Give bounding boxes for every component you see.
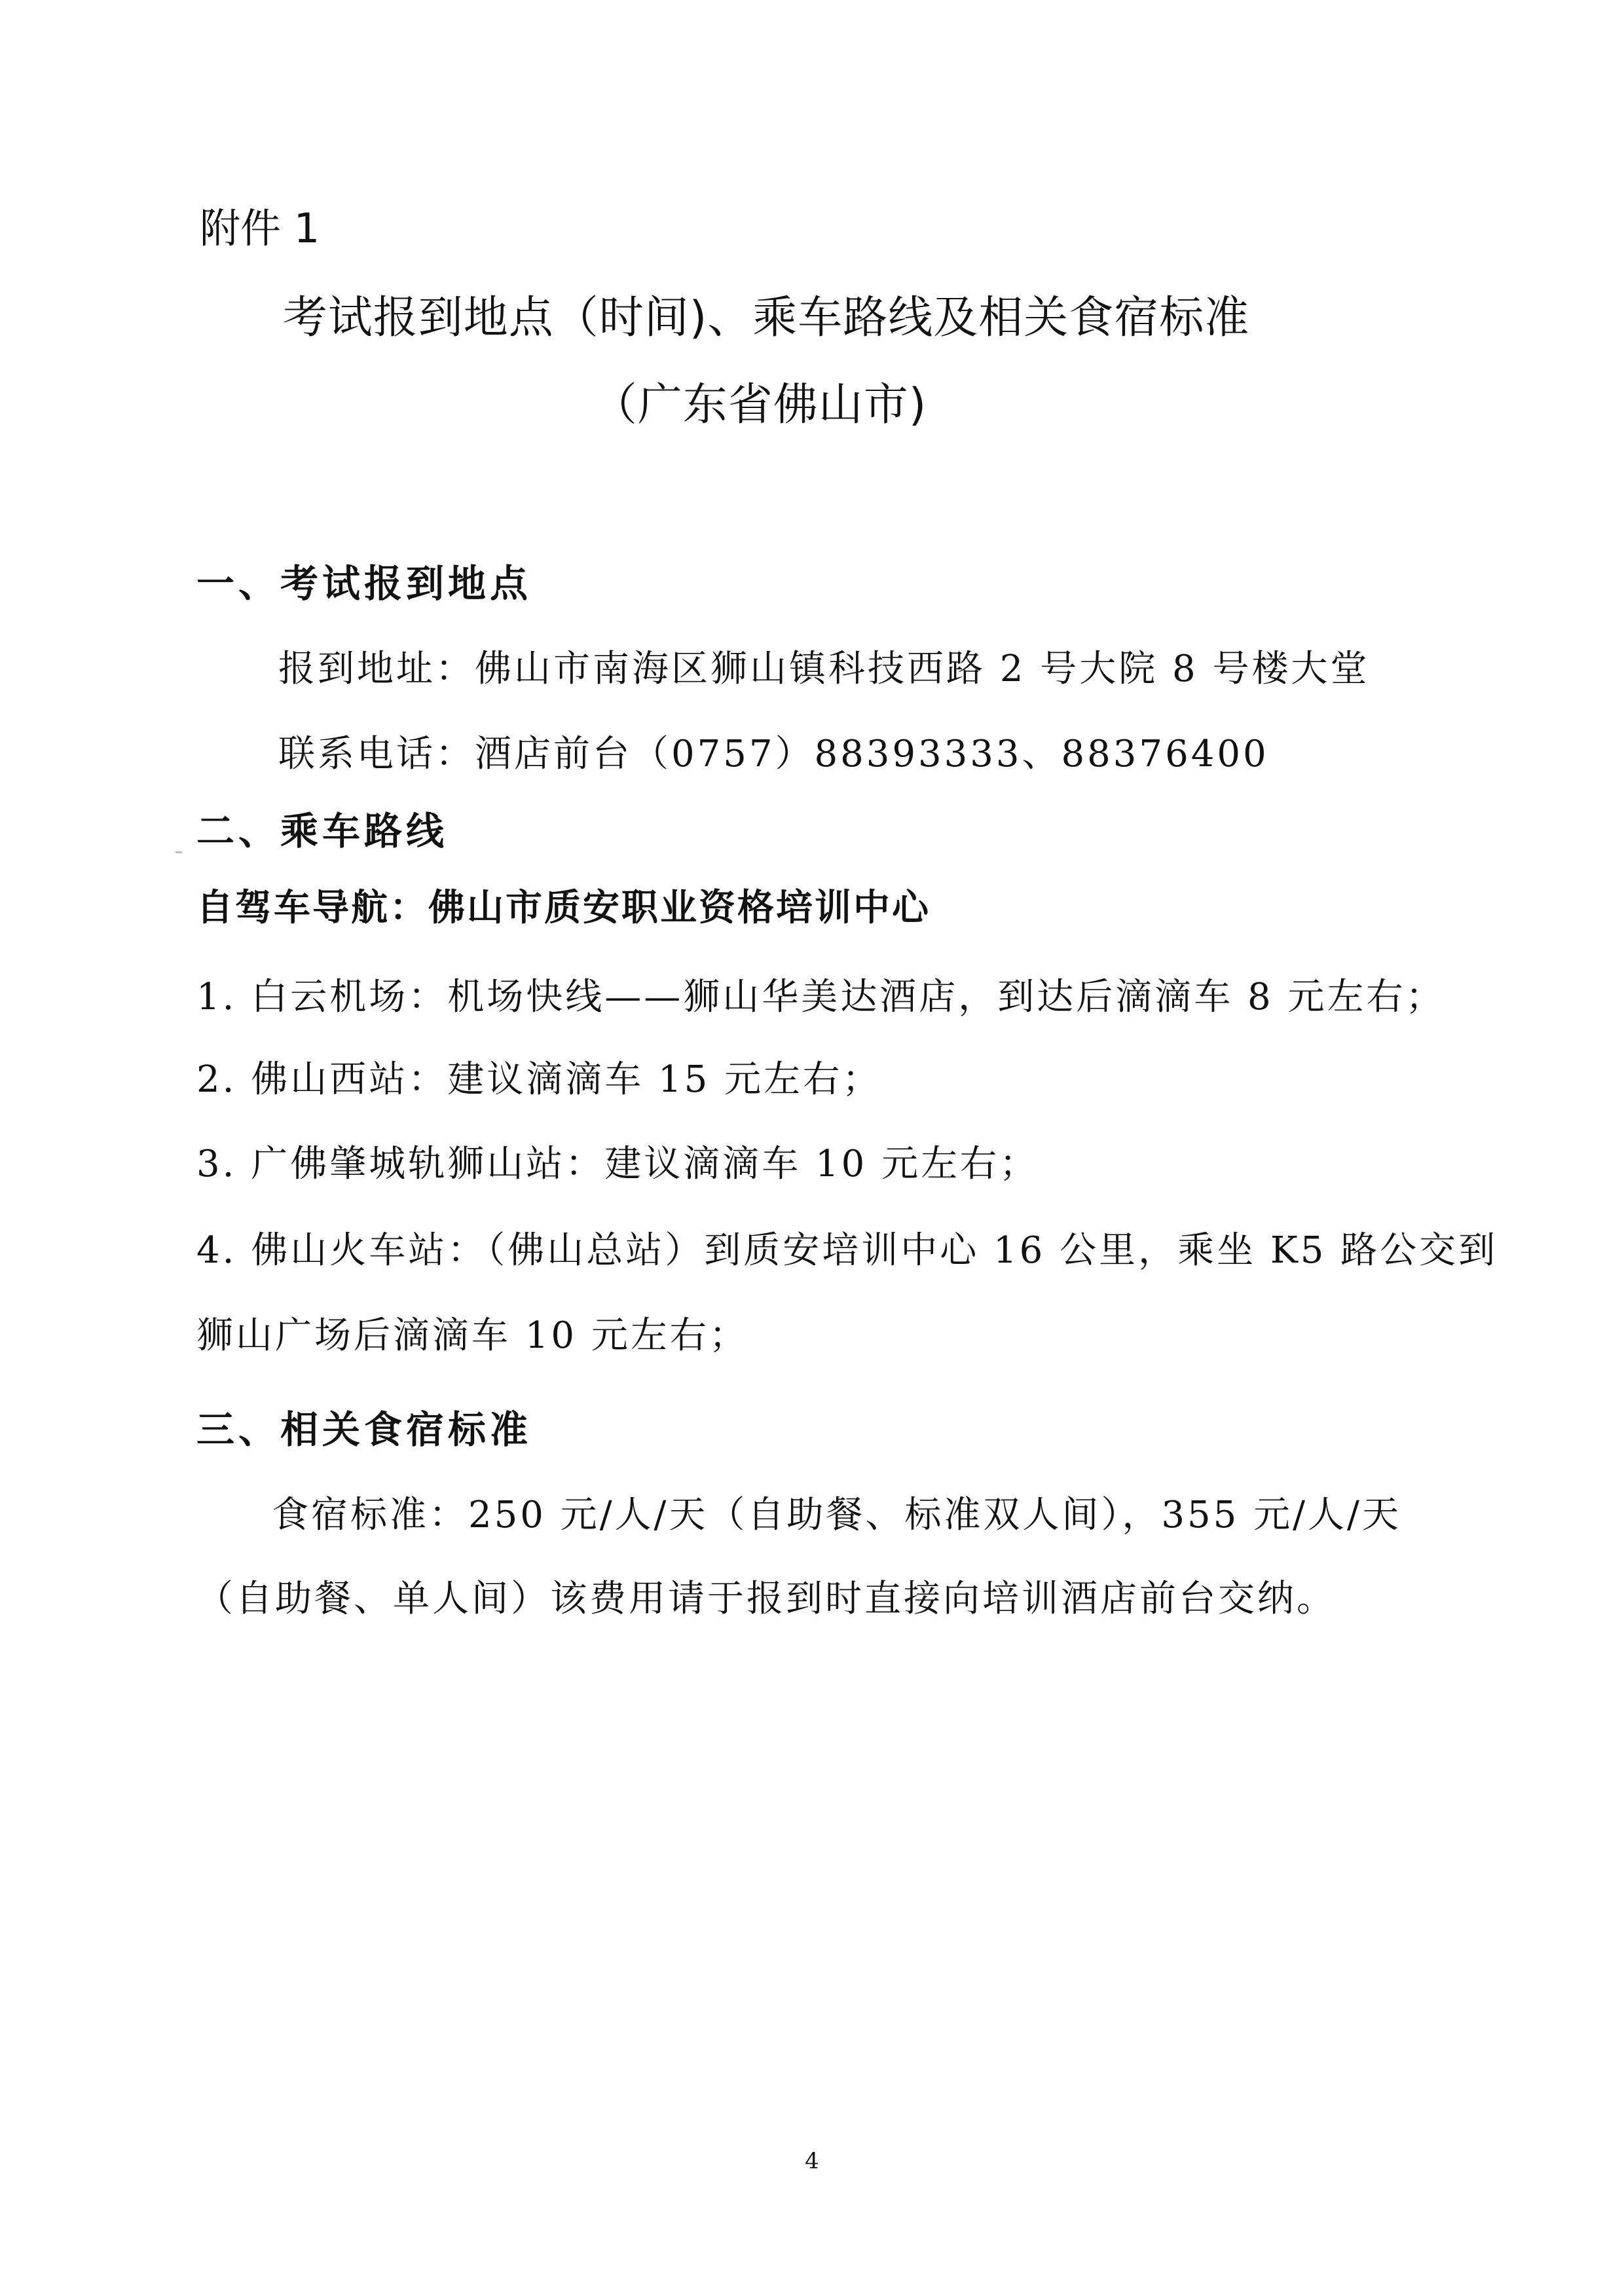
route-item: 3. 广佛肇城轨狮山站：建议滴滴车 10 元左右； [196,1143,1039,1185]
attachment-label: 附件 1 [200,204,320,252]
section3-heading: 三、相关食宿标准 [196,1407,532,1452]
scan-mark [175,851,182,853]
document-subtitle: （广东省佛山市) [592,379,927,431]
accommodation-standard: 食宿标准：250 元/人/天（自助餐、标准双人间），355 元/人/天 [272,1494,1401,1536]
contact-phone: 联系电话：酒店前台（0757）88393333、88376400 [278,733,1269,775]
report-address: 报到地址：佛山市南海区狮山镇科技西路 2 号大院 8 号楼大堂 [278,648,1370,690]
route-item: 2. 佛山西站：建议滴滴车 15 元左右； [196,1058,882,1101]
document-title: 考试报到地点（时间)、乘车路线及相关食宿标准 [282,292,1250,344]
section2-heading: 二、乘车路线 [196,809,449,853]
navigation-target: 自驾车导航：佛山市质安职业资格培训中心 [196,886,931,929]
route-item: 4. 佛山火车站：（佛山总站）到质安培训中心 16 公里，乘坐 K5 路公交到 [196,1229,1498,1272]
accommodation-standard-continued: （自助餐、单人间）该费用请于报到时直接向培训酒店前台交纳。 [196,1578,1336,1620]
route-item-continued: 狮山广场后滴滴车 10 元左右； [196,1314,748,1357]
route-item: 1. 白云机场：机场快线——狮山华美达酒店，到达后滴滴车 8 元左右； [196,976,1445,1018]
section1-heading: 一、考试报到地点 [196,561,532,606]
page-number: 4 [805,2148,819,2174]
